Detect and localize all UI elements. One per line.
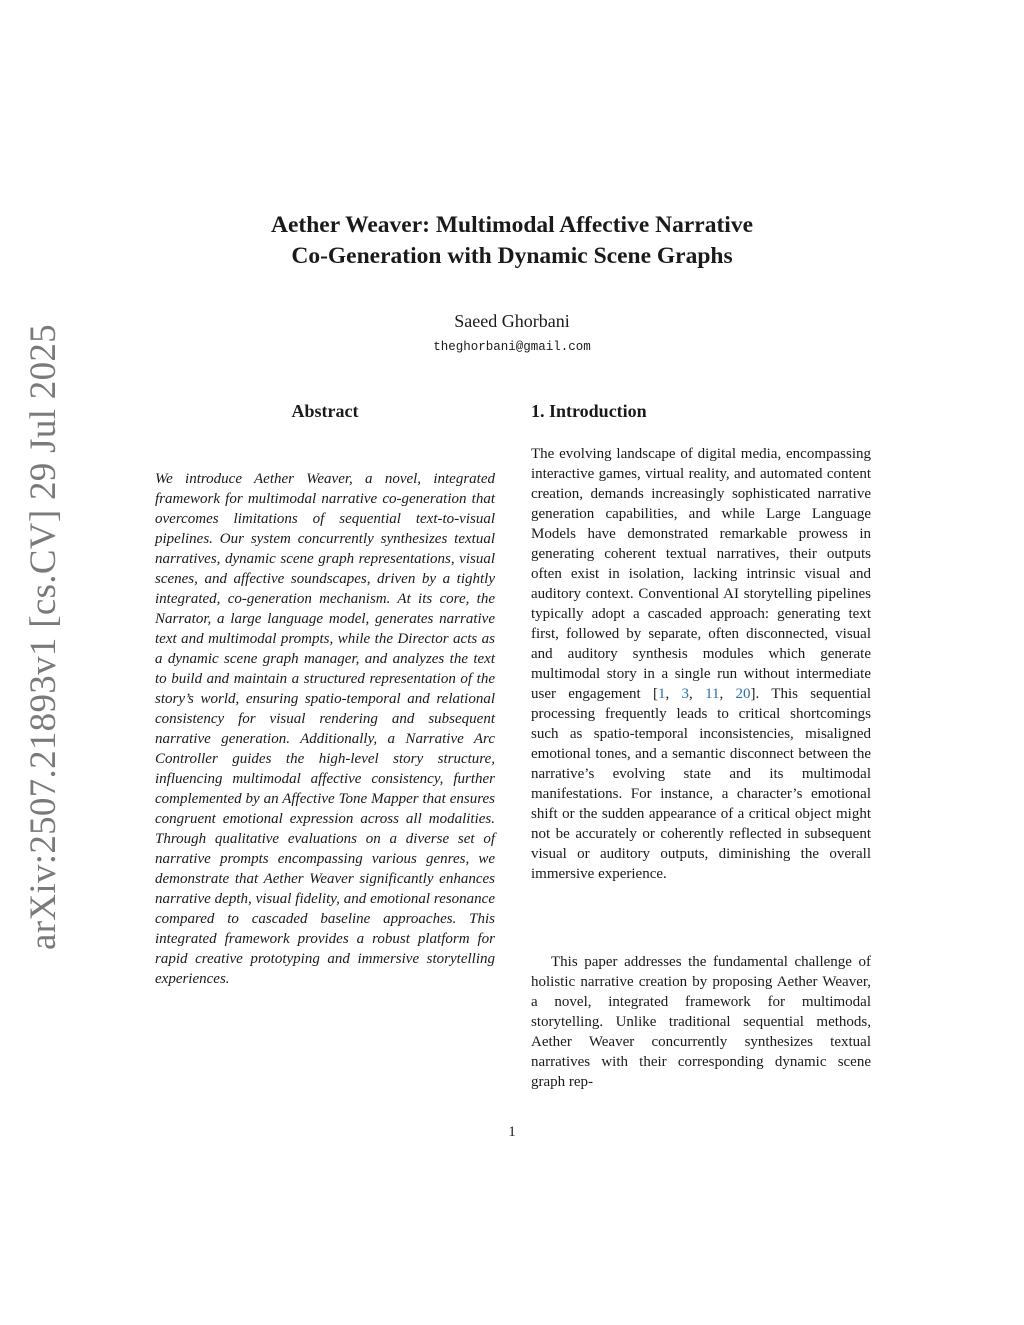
page-number: 1 — [508, 1124, 516, 1140]
title-line-2: Co-Generation with Dynamic Scene Graphs — [291, 243, 733, 269]
citation-separator: , — [719, 686, 736, 702]
citation-link[interactable]: 3 — [681, 686, 690, 702]
author-name: Saeed Ghorbani — [454, 311, 570, 331]
introduction-paragraph-1 — [531, 444, 871, 884]
abstract-body: We introduce Aether Weaver, a novel, integrated framework for multimodal narrative co-generation that overcomes limitations of sequential text-to-visual pipelines. Our system concurrently synthesizes textual narratives, dynamic scene graph representations, visual scenes, and affective soundscapes, driven by a tightly integrated, co-generation mechanism. At its core, the Narrator, a large language model, generates narrative text and multimodal prompts, while the Director acts as a dynamic scene graph manager, and analyzes the text to build and maintain a structured representation of the story’s world, ensuring spatio-temporal and relational consistency for visual rendering and subsequent narrative generation. Additionally, a Narrative Arc Controller guides the high-level story structure, influencing multimodal affective consistency, further complemented by an Affective Tone Mapper that ensures congruent emotional expression across all modalities. Through qualitative evaluations on a diverse set of narrative prompts encompassing various genres, we demonstrate that Aether Weaver significantly enhances narrative depth, visual fidelity, and emotional resonance compared to cascaded baseline approaches. This integrated framework provides a robust platform for rapid creative prototyping and immersive storytelling experiences. — [155, 471, 495, 987]
paper-title — [160, 210, 864, 272]
abstract-heading: Abstract — [291, 401, 359, 421]
citation-link[interactable]: 1 — [658, 686, 666, 702]
author-email: theghorbani@gmail.com — [433, 340, 591, 354]
citation-separator: , — [665, 686, 682, 702]
citation-link[interactable]: 11 — [705, 686, 720, 702]
title-line-1: Aether Weaver: Multimodal Affective Narrative — [270, 212, 754, 238]
paragraph-text: The evolving landscape of digital media, encompassing interactive games, virtual reality, and automated content creation, demands increasingly sophisticated narrative generation capabilities, and while Large Language Models have demonstrated remarkable prowess in generating coherent textual narratives, their outputs often exist in isolation, lacking intrinsic visual and auditory context. Conventional AI storytelling pipelines typically adopt a cascaded approach: generating text first, followed by separate, often disconnected, visual and auditory synthesis modules which generate multimodal story in a single run without intermediate user engagement [ — [531, 446, 871, 702]
introduction-paragraph-2: This paper addresses the fundamental challenge of holistic narrative creation by proposing Aether Weaver, a novel, integrated framework for multimodal storytelling. Unlike traditional sequential methods, Aether Weaver concurrently synthesizes textual narratives with their corresponding dynamic scene graph rep- — [531, 954, 871, 1090]
paragraph-text: ]. This sequential processing frequently leads to critical shortcomings such as spatio-temporal inconsistencies, misaligned emotional tones, and a semantic disconnect between the narrative’s evolving state and its multimodal manifestations. For instance, a character’s emotional shift or the sudden appearance of a critical object might not be accurately or coherently reflected in subsequent visual or auditory outputs, diminishing the overall immersive experience. — [531, 686, 872, 882]
arxiv-identifier-stamp: arXiv:2507.21893v1 [cs.CV] 29 Jul 2025 — [23, 324, 64, 950]
introduction-heading: 1. Introduction — [531, 401, 647, 421]
citation-link[interactable]: 20 — [735, 686, 751, 702]
citation-separator: , — [689, 686, 706, 702]
